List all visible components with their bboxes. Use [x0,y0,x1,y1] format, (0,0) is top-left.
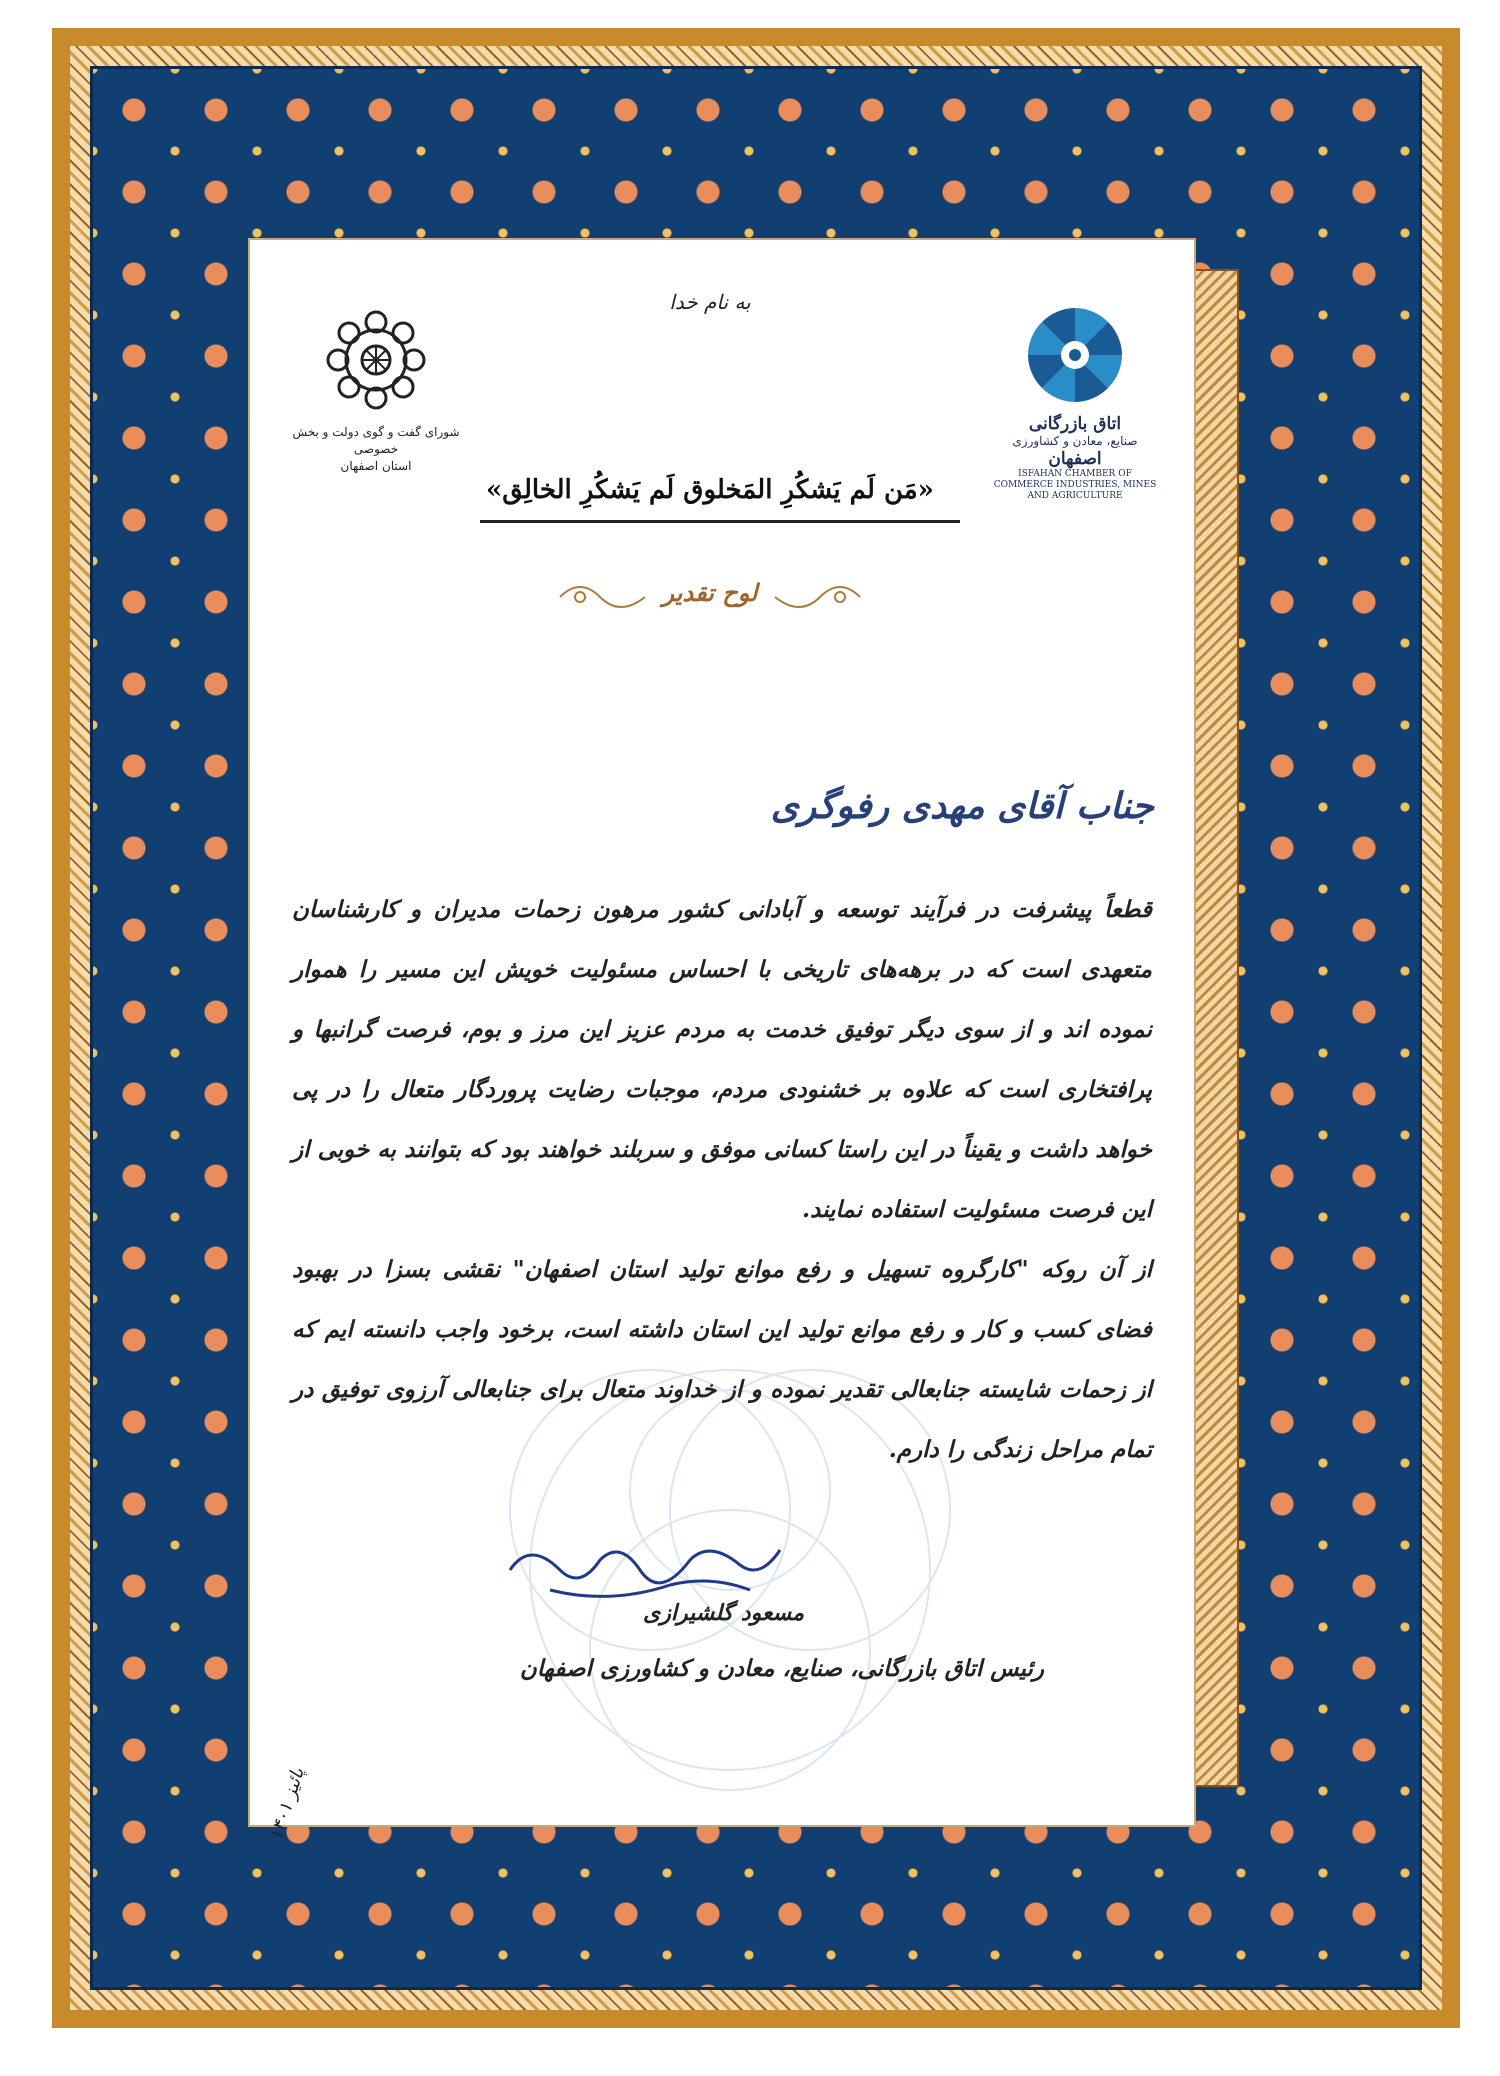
council-caption: شورای گفت و گوی دولت و بخش خصوصی [292,425,460,456]
signer-name: مسعود گلشیرازی [643,1600,804,1626]
chamber-city: اصفهان [1048,448,1102,469]
chamber-name-en: ISFAHAN CHAMBER OF COMMERCE INDUSTRIES, MINES AND AGRICULTURE [993,469,1157,501]
date-note: پائیز ۱۴۰۱ [265,1765,309,1844]
certificate-paper [248,238,1196,1844]
body-paragraph: قطعاً پیشرفت در فرآیند توسعه و آبادانی کشور مرهون زحمات مدیران و کارشناسان متعهدی است که در برهه‌های تاریخی با احساس مسئولیت خویش این مسیر را هموار نموده اند و از سوی دیگر توفیق خدمت به مردم عزیز این مرز و بوم، فرصت گرانبها و پرافتخاری است که علاوه بر خشنودی مردم، موجبات رضایت پروردگار متعال را در پی خواهد داشت و یقیناً در این راستا کسانی موفق و سربلند خواهند بود که بتوانند به خوبی از این فرصت مسئولیت استفاده نمایند. [292,896,1152,1223]
chamber-logo [990,300,1160,515]
signer-title: رئیس اتاق بازرگانی، صنایع، معادن و کشاورزی اصفهان [519,1655,1044,1682]
council-caption-city: استان اصفهان [340,458,412,473]
certificate-title: لوح تقدیر [662,578,758,607]
chamber-subtitle: صنایع، معادن و کشاورزی [1012,434,1138,449]
certificate-body [292,880,1152,1480]
title-plaque [550,572,870,622]
chamber-name: اتاق بازرگانی [1028,414,1122,434]
recipient-name: جناب آقای مهدی رفوگری [770,785,1154,827]
chamber-emblem-icon [1020,300,1130,410]
council-emblem-icon [316,300,436,420]
hadith-quote: «مَن لَم يَشكُرِ المَخلوق لَم يَشكُرِ الخالِق» [486,475,934,505]
body-paragraph: از آن روکه "کارگروه تسهیل و رفع موانع تولید استان اصفهان" نقشی بسزا در بهبود فضای کسب و کار و رفع موانع تولید این استان داشته است، برخود واجب دانسته ایم که از زحمات شایسته جنابعالی تقدیر نموده و از خداوند متعال برای جنابعالی آرزوی توفیق در تمام مراحل زندگی را دارم. [292,1256,1152,1463]
bismillah: به نام خدا [669,290,751,314]
hadith-underline [480,520,960,523]
